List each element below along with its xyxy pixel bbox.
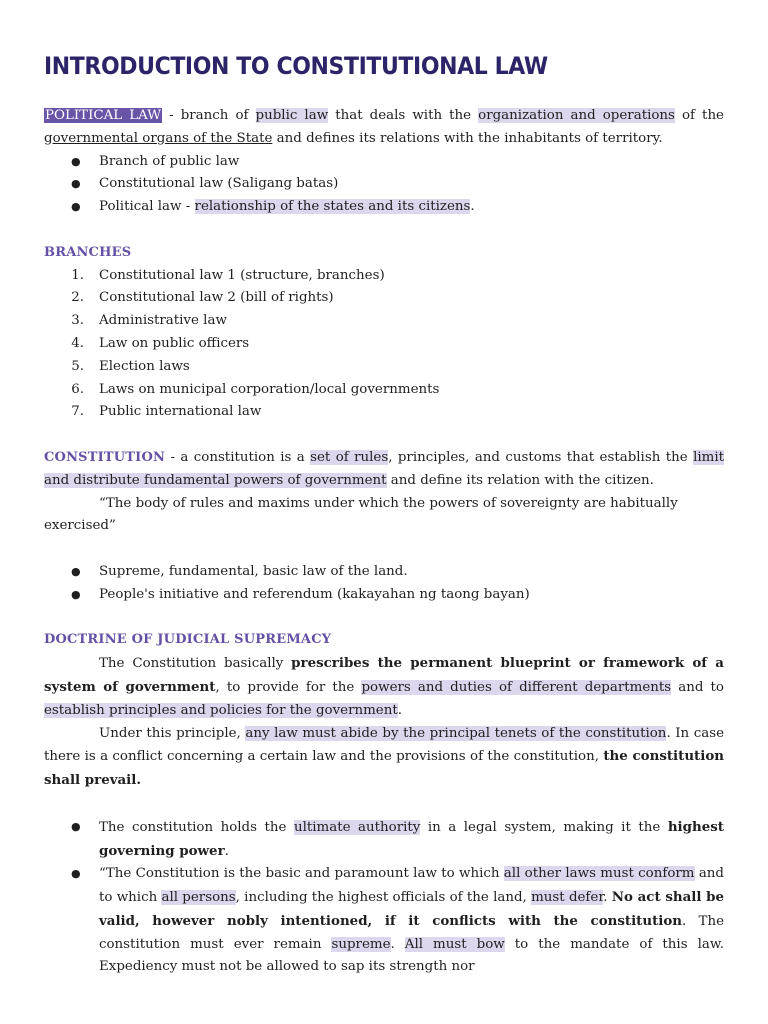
text-run: in a legal system, making it the	[420, 819, 668, 835]
list-item	[44, 863, 724, 979]
bold-text: No act shall be valid, however nobly intentioned, if it conflicts with the constitution	[99, 889, 725, 929]
list-number: 1.	[71, 267, 84, 283]
text-run: The constitution holds the	[99, 819, 294, 835]
constitution-bullets	[44, 561, 724, 607]
list-item	[44, 173, 724, 196]
list-item-text: Branch of public law	[99, 153, 240, 169]
text-run: . In case there is a conflict concerning a certain law and the provisions of the constitution,	[44, 725, 725, 765]
text-run: “The Constitution is the basic and paramount law to which	[99, 866, 504, 882]
list-item-text: Constitutional law 2 (bill of rights)	[99, 290, 334, 306]
doctrine-heading: DOCTRINE OF JUDICIAL SUPREMACY	[44, 632, 332, 648]
highlight: ultimate authority	[293, 819, 421, 835]
doctrine-bullets	[44, 816, 724, 980]
bold-text: prescribes the permanent blueprint or framework of a system of government	[44, 655, 724, 695]
list-item-text: Administrative law	[99, 313, 227, 329]
political-law-definition	[44, 105, 724, 151]
list-number: 7.	[71, 404, 84, 420]
list-item	[44, 333, 724, 356]
text-run: Under this principle,	[99, 725, 246, 741]
text-run: .	[470, 199, 475, 215]
list-number: 2.	[71, 290, 84, 306]
text-run: - a constitution is a	[165, 449, 311, 465]
constitution-definition	[44, 447, 724, 493]
list-item	[44, 287, 724, 310]
branches-heading: BRANCHES	[44, 244, 132, 260]
list-number: 3.	[71, 313, 84, 329]
list-item-text: Election laws	[99, 358, 190, 374]
bold-text: the constitution shall prevail.	[44, 748, 724, 789]
bullet-icon: ●	[71, 819, 81, 833]
text-run: and define its relation with the citizen.	[386, 472, 654, 488]
page-title: INTRODUCTION TO CONSTITUTIONAL LAW	[44, 53, 548, 81]
bold-text: highest governing power	[99, 818, 724, 859]
list-item-text: People's initiative and referendum (kakayahan ng taong bayan)	[99, 586, 530, 602]
political-law-bullets	[44, 151, 724, 219]
text-run: and to	[671, 679, 724, 695]
doctrine-paragraph-2	[44, 723, 724, 793]
list-item	[44, 196, 724, 219]
highlight: any law must abide by the principal tenets of the constitution	[245, 725, 667, 741]
text-run: of the	[674, 108, 724, 123]
list-item-text: Supreme, fundamental, basic law of the land.	[99, 563, 408, 579]
text-run: and defines its relations with the inhabitants of territory.	[272, 130, 663, 146]
highlight: public law	[255, 108, 329, 123]
list-item	[44, 265, 724, 288]
text-run: .	[603, 890, 612, 906]
highlight: supreme	[331, 936, 391, 952]
list-item-text: Constitutional law 1 (structure, branches)	[99, 267, 385, 283]
list-item	[44, 401, 724, 424]
constitution-label: CONSTITUTION	[44, 449, 166, 465]
text-run: .	[390, 936, 405, 952]
highlight: establish principles and policies for the government	[44, 702, 398, 718]
list-number: 6.	[71, 381, 84, 397]
text-run: and to which	[99, 866, 724, 906]
bullet-icon: ●	[71, 867, 81, 881]
text-run: .	[397, 702, 402, 718]
bullet-icon: ●	[71, 154, 81, 168]
text-run: that deals with the	[328, 108, 479, 123]
text-run: to the mandate of this law. Expediency must not be allowed to sap its strength nor	[99, 936, 725, 975]
list-item	[44, 356, 724, 379]
highlight: set of rules	[310, 449, 389, 465]
text-run: . The constitution must ever remain	[99, 913, 724, 952]
bullet-icon: ●	[71, 587, 81, 601]
text-run: , principles, and customs that establish the	[388, 449, 694, 465]
text-run: , including the highest officials of the land,	[235, 890, 532, 906]
text-run: - branch of	[162, 108, 256, 123]
text-run: , to provide for the	[215, 679, 362, 695]
bullet-icon: ●	[71, 564, 81, 578]
list-number: 5.	[71, 358, 84, 374]
doctrine-paragraph-1	[44, 652, 724, 722]
highlight: must defer	[531, 890, 604, 906]
list-item	[44, 379, 724, 402]
list-item	[44, 584, 724, 607]
underlined-term: governmental organs of the State	[44, 130, 273, 146]
constitution-quote: “The body of rules and maxims under which the powers of sovereignty are habitually exercised”	[44, 495, 678, 534]
list-item	[44, 151, 724, 174]
list-item-text: Political law -	[99, 199, 195, 215]
list-item-text: Law on public officers	[99, 335, 250, 351]
bullet-icon: ●	[71, 200, 81, 214]
highlight: limit and distribute fundamental powers of government	[44, 449, 724, 488]
text-run: The Constitution basically	[99, 656, 292, 672]
highlight: all other laws must conform	[503, 866, 695, 882]
highlight: All must bow	[404, 936, 505, 952]
highlight: all persons	[161, 890, 236, 906]
text-run: .	[224, 843, 229, 859]
list-number: 4.	[71, 335, 84, 351]
highlight: powers and duties of different departments	[361, 679, 672, 695]
bullet-icon: ●	[71, 177, 81, 191]
highlight: relationship of the states and its citizens	[194, 199, 471, 215]
political-law-label: POLITICAL LAW	[45, 108, 162, 123]
list-item	[44, 561, 724, 584]
list-item	[44, 816, 724, 864]
list-item-text: Public international law	[99, 404, 262, 420]
highlight: organization and operations	[478, 108, 675, 123]
list-item-text: Laws on municipal corporation/local governments	[99, 381, 440, 397]
branches-list	[44, 265, 724, 425]
list-item-text: Constitutional law (Saligang batas)	[99, 176, 339, 192]
list-item	[44, 310, 724, 333]
